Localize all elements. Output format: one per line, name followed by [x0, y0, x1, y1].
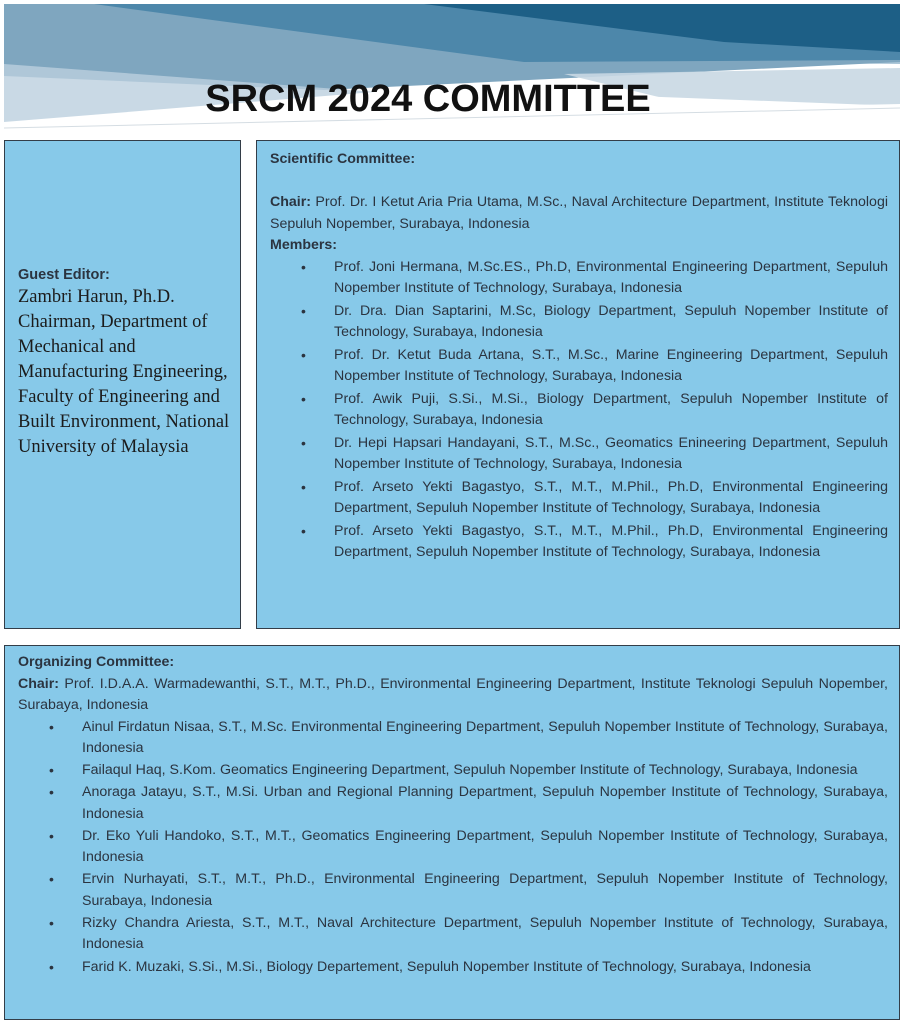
list-item: • Prof. Awik Puji, S.Si., M.Si., Biology Department, Sepuluh Nopember Institute of Technology, Surabaya, Indonesia	[270, 389, 888, 432]
list-item: • Rizky Chandra Ariesta, S.T., M.T., Naval Architecture Department, Sepuluh Nopember Institute of Technology, Surabaya, Indonesia	[18, 913, 888, 956]
page-title	[0, 78, 904, 121]
organizing-committee-content	[18, 652, 888, 979]
organizing-chair	[18, 674, 888, 717]
scientific-chair	[270, 192, 888, 235]
scientific-committee-content	[270, 149, 888, 565]
scientific-chair-label: Chair:	[270, 194, 311, 210]
organizing-chair-text: Prof. I.D.A.A. Warmadewanthi, S.T., M.T., Ph.D., Environmental Engineering Department, Institute Teknologi Sepuluh Nopember, Surabaya, Indonesia	[18, 675, 888, 713]
organizing-chair-label: Chair:	[18, 675, 59, 692]
list-item: • Prof. Arseto Yekti Bagastyo, S.T., M.T., M.Phil., Ph.D, Environmental Engineering Department, Sepuluh Nopember Institute of Technology, Surabaya, Indonesia	[270, 477, 888, 520]
list-item: • Ainul Firdatun Nisaa, S.T., M.Sc. Environmental Engineering Department, Sepuluh Nopember Institute of Technology, Surabaya, Indonesia	[18, 717, 888, 760]
list-item: • Ervin Nurhayati, S.T., M.T., Ph.D., Environmental Engineering Department, Sepuluh Nopember Institute of Technology, Surabaya, Indonesia	[18, 869, 888, 912]
list-item: • Dr. Hepi Hapsari Handayani, S.T., M.Sc., Geomatics Enineering Department, Sepuluh Nopember Institute of Technology, Surabaya, Indonesia	[270, 433, 888, 476]
guest-editor-heading: Guest Editor:	[18, 267, 110, 283]
list-item: • Anoraga Jatayu, S.T., M.Si. Urban and Regional Planning Department, Sepuluh Nopember Institute of Technology, Surabaya, Indonesia	[18, 782, 888, 825]
list-item: • Prof. Dr. Ketut Buda Artana, S.T., M.Sc., Marine Engineering Department, Sepuluh Nopember Institute of Technology, Surabaya, Indonesia	[270, 345, 888, 388]
scientific-chair-text: Prof. Dr. I Ketut Aria Pria Utama, M.Sc., Naval Architecture Department, Institute Teknologi Sepuluh Nopember, Surabaya, Indonesia	[270, 194, 888, 232]
organizing-committee-panel	[4, 645, 900, 1020]
list-item: • Farid K. Muzaki, S.Si., M.Si., Biology Departement, Sepuluh Nopember Institute of Technology, Surabaya, Indonesia	[18, 957, 888, 979]
scientific-members-label: Members:	[270, 237, 338, 253]
list-item: • Prof. Arseto Yekti Bagastyo, S.T., M.T., M.Phil., Ph.D, Environmental Engineering Department, Sepuluh Nopember Institute of Technology, Surabaya, Indonesia	[270, 521, 888, 564]
scientific-committee-panel	[256, 140, 900, 629]
list-item: • Failaqul Haq, S.Kom. Geomatics Engineering Department, Sepuluh Nopember Institute of Technology, Surabaya, Indonesia	[18, 760, 888, 782]
organizing-member-list	[18, 717, 888, 979]
list-item: • Dr. Dra. Dian Saptarini, M.Sc, Biology Department, Sepuluh Nopember Institute of Technology, Surabaya, Indonesia	[270, 301, 888, 344]
guest-editor-body: Zambri Harun, Ph.D. Chairman, Department of Mechanical and Manufacturing Engineering, Faculty of Engineering and Built Environment, National University of Malaysia	[18, 287, 230, 457]
list-item: • Dr. Eko Yuli Handoko, S.T., M.T., Geomatics Engineering Department, Sepuluh Nopember Institute of Technology, Surabaya, Indonesia	[18, 826, 888, 869]
page-title-text: SRCM 2024 COMMITTEE	[205, 78, 651, 120]
scientific-committee-heading: Scientific Committee:	[270, 151, 416, 167]
guest-editor-panel	[4, 140, 241, 629]
scientific-member-list	[270, 257, 888, 564]
list-item: • Prof. Joni Hermana, M.Sc.ES., Ph.D, Environmental Engineering Department, Sepuluh Nopember Institute of Technology, Surabaya, Indonesia	[270, 257, 888, 300]
guest-editor-content	[18, 267, 233, 460]
organizing-committee-heading: Organizing Committee:	[18, 654, 175, 670]
